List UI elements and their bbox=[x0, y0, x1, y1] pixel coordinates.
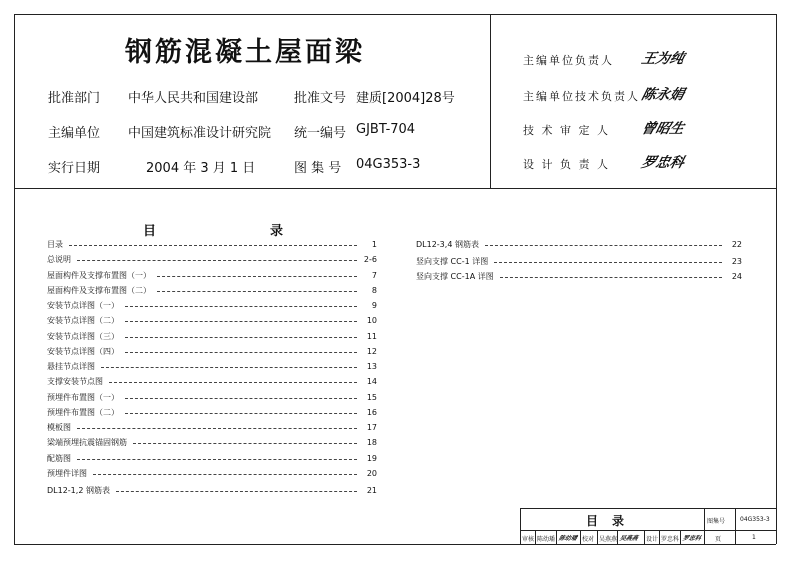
toc-leader bbox=[125, 352, 357, 353]
reviewer-name: 陈幼璠 bbox=[537, 536, 556, 543]
toc-entry[interactable] bbox=[47, 468, 377, 480]
approval-department-label: 批准部门 bbox=[48, 91, 101, 106]
toc-entry[interactable] bbox=[47, 285, 377, 297]
toc-entry-page: 17 bbox=[366, 423, 377, 432]
toc-entry-title: 目录 bbox=[47, 240, 63, 249]
toc-leader bbox=[125, 321, 357, 322]
handwritten-signature: 罗忠科 bbox=[639, 155, 686, 171]
toc-entry[interactable] bbox=[47, 485, 377, 497]
toc-entry-page: 1 bbox=[371, 240, 377, 249]
toc-entry-title: 预埋件布置图（一） bbox=[47, 393, 119, 402]
handwritten-signature: 陈永娟 bbox=[639, 87, 686, 103]
toc-leader bbox=[116, 491, 357, 492]
toc-entry-page: 15 bbox=[366, 393, 377, 402]
atlas-label: 图集号 bbox=[707, 518, 726, 525]
toc-entry-title: 竖向支撑 CC-1 详图 bbox=[416, 257, 489, 266]
toc-leader bbox=[93, 474, 357, 475]
atlas-number-label: 图 集 号 bbox=[294, 161, 342, 176]
page-value: 1 bbox=[752, 534, 756, 541]
frame-right bbox=[776, 14, 777, 544]
toc-entry[interactable] bbox=[416, 239, 742, 251]
toc-entry[interactable] bbox=[47, 270, 377, 282]
title-block-mid bbox=[520, 530, 776, 531]
toc-entry[interactable] bbox=[416, 256, 742, 268]
toc-entry-page: 19 bbox=[366, 454, 377, 463]
reviewer-signature: 陈幼璠 bbox=[557, 535, 578, 542]
toc-entry-page: 18 bbox=[366, 438, 377, 447]
toc-entry[interactable] bbox=[47, 361, 377, 373]
toc-entry-page: 10 bbox=[366, 316, 377, 325]
toc-leader bbox=[125, 337, 357, 338]
signature-role: 主编单位技术负责人 bbox=[523, 90, 640, 103]
toc-entry-title: DL12-3,4 钢筋表 bbox=[416, 240, 479, 249]
signature-role: 设 计 负 责 人 bbox=[523, 158, 610, 171]
title-block-divider bbox=[735, 508, 736, 544]
cell-divider bbox=[659, 530, 660, 544]
toc-entry-page: 20 bbox=[366, 469, 377, 478]
atlas-number-value: 04G353-3 bbox=[356, 157, 421, 172]
frame-left bbox=[14, 14, 15, 544]
toc-entry-title: 配筋图 bbox=[47, 454, 71, 463]
toc-entry[interactable] bbox=[47, 453, 377, 465]
title-block-title: 目录 bbox=[586, 514, 639, 528]
toc-entry-page: 12 bbox=[366, 347, 377, 356]
toc-entry[interactable] bbox=[47, 254, 377, 266]
toc-entry-page: 11 bbox=[366, 332, 377, 341]
toc-entry-page: 8 bbox=[371, 286, 377, 295]
approval-number-value: 建质[2004]28号 bbox=[356, 91, 455, 106]
handwritten-signature: 王为纯 bbox=[639, 51, 686, 67]
signature-role: 主编单位负责人 bbox=[523, 54, 614, 67]
proofreader-signature: 吴燕燕 bbox=[618, 535, 639, 542]
toc-leader bbox=[157, 291, 357, 292]
toc-entry-page: 16 bbox=[366, 408, 377, 417]
toc-entry-title: 竖向支撑 CC-1A 详图 bbox=[416, 272, 494, 281]
toc-leader bbox=[125, 398, 357, 399]
approval-number-label: 批准文号 bbox=[294, 91, 347, 106]
editor-unit-value: 中国建筑标准设计研究院 bbox=[128, 126, 272, 141]
toc-entry-title: 屋面构件及支撑布置图（二） bbox=[47, 286, 151, 295]
toc-entry-title: 安装节点详图（二） bbox=[47, 316, 119, 325]
toc-entry-title: 梁端预埋抗震锚固钢筋 bbox=[47, 438, 127, 447]
toc-entry-page: 22 bbox=[731, 240, 742, 249]
title-block-divider bbox=[704, 508, 705, 544]
title-block-left bbox=[520, 508, 521, 544]
page-label: 页 bbox=[715, 536, 722, 543]
toc-entry-page: 23 bbox=[731, 257, 742, 266]
header-column-divider bbox=[490, 14, 491, 188]
toc-entry[interactable] bbox=[47, 346, 377, 358]
toc-heading-right: 录 bbox=[270, 224, 284, 239]
design-label: 设计 bbox=[646, 536, 659, 543]
toc-entry-page: 21 bbox=[366, 486, 377, 495]
toc-entry-title: 屋面构件及支撑布置图（一） bbox=[47, 271, 151, 280]
signature-role: 技 术 审 定 人 bbox=[523, 124, 610, 137]
frame-bottom bbox=[14, 544, 776, 545]
effective-date-value: 2004 年 3 月 1 日 bbox=[146, 161, 256, 176]
designer-name: 罗忠科 bbox=[661, 536, 680, 543]
toc-entry-title: DL12-1,2 钢筋表 bbox=[47, 486, 110, 495]
frame-top bbox=[14, 14, 776, 15]
cell-divider bbox=[644, 530, 645, 544]
toc-leader bbox=[494, 262, 722, 263]
unified-number-value: GJBT-704 bbox=[356, 122, 416, 137]
toc-entry-page: 14 bbox=[366, 377, 377, 386]
toc-entry-title: 预埋件详图 bbox=[47, 469, 87, 478]
toc-leader bbox=[77, 260, 357, 261]
toc-entry-page: 13 bbox=[366, 362, 377, 371]
toc-entry-page: 7 bbox=[371, 271, 377, 280]
toc-entry[interactable] bbox=[416, 271, 742, 283]
toc-entry-title: 安装节点详图（四） bbox=[47, 347, 119, 356]
toc-entry-title: 安装节点详图（三） bbox=[47, 332, 119, 341]
approval-department-value: 中华人民共和国建设部 bbox=[128, 91, 259, 106]
toc-leader bbox=[69, 245, 357, 246]
toc-leader bbox=[125, 413, 357, 414]
toc-entry[interactable] bbox=[47, 392, 377, 404]
handwritten-signature: 曾昭生 bbox=[639, 121, 686, 137]
toc-entry[interactable] bbox=[47, 300, 377, 312]
toc-leader bbox=[133, 443, 357, 444]
toc-leader bbox=[157, 276, 357, 277]
designer-signature: 罗忠科 bbox=[681, 535, 702, 542]
toc-heading-left: 目 bbox=[143, 224, 157, 239]
toc-entry-title: 预埋件布置图（二） bbox=[47, 408, 119, 417]
toc-entry-page: 24 bbox=[731, 272, 742, 281]
header-divider bbox=[14, 188, 776, 189]
unified-number-label: 统一编号 bbox=[294, 126, 347, 141]
toc-entry[interactable] bbox=[47, 239, 377, 251]
cell-divider bbox=[580, 530, 581, 544]
proofreader-name: 吴燕燕 bbox=[599, 536, 618, 543]
title-block-top bbox=[520, 508, 776, 509]
toc-leader bbox=[77, 459, 357, 460]
toc-leader bbox=[77, 428, 357, 429]
cell-divider bbox=[535, 530, 536, 544]
toc-leader bbox=[109, 382, 357, 383]
review-label: 审核 bbox=[522, 536, 535, 543]
page-title: 钢筋混凝土屋面梁 bbox=[125, 37, 365, 68]
toc-entry-page: 2-6 bbox=[363, 255, 377, 264]
toc-entry-title: 支撑安装节点图 bbox=[47, 377, 103, 386]
toc-entry-title: 悬挂节点详图 bbox=[47, 362, 95, 371]
cell-divider bbox=[597, 530, 598, 544]
toc-entry[interactable] bbox=[47, 437, 377, 449]
proofread-label: 校对 bbox=[582, 536, 595, 543]
toc-entry-title: 安装节点详图（一） bbox=[47, 301, 119, 310]
toc-leader bbox=[485, 245, 722, 246]
toc-entry-page: 9 bbox=[371, 301, 377, 310]
atlas-value: 04G353-3 bbox=[740, 516, 770, 523]
toc-entry[interactable] bbox=[47, 407, 377, 419]
toc-leader bbox=[101, 367, 357, 368]
toc-entry-title: 模板图 bbox=[47, 423, 71, 432]
toc-entry[interactable] bbox=[47, 315, 377, 327]
toc-entry[interactable] bbox=[47, 376, 377, 388]
toc-entry[interactable] bbox=[47, 422, 377, 434]
toc-entry-title: 总说明 bbox=[47, 255, 71, 264]
effective-date-label: 实行日期 bbox=[48, 161, 101, 176]
toc-leader bbox=[500, 277, 722, 278]
toc-entry[interactable] bbox=[47, 331, 377, 343]
toc-leader bbox=[125, 306, 357, 307]
editor-unit-label: 主编单位 bbox=[48, 126, 101, 141]
